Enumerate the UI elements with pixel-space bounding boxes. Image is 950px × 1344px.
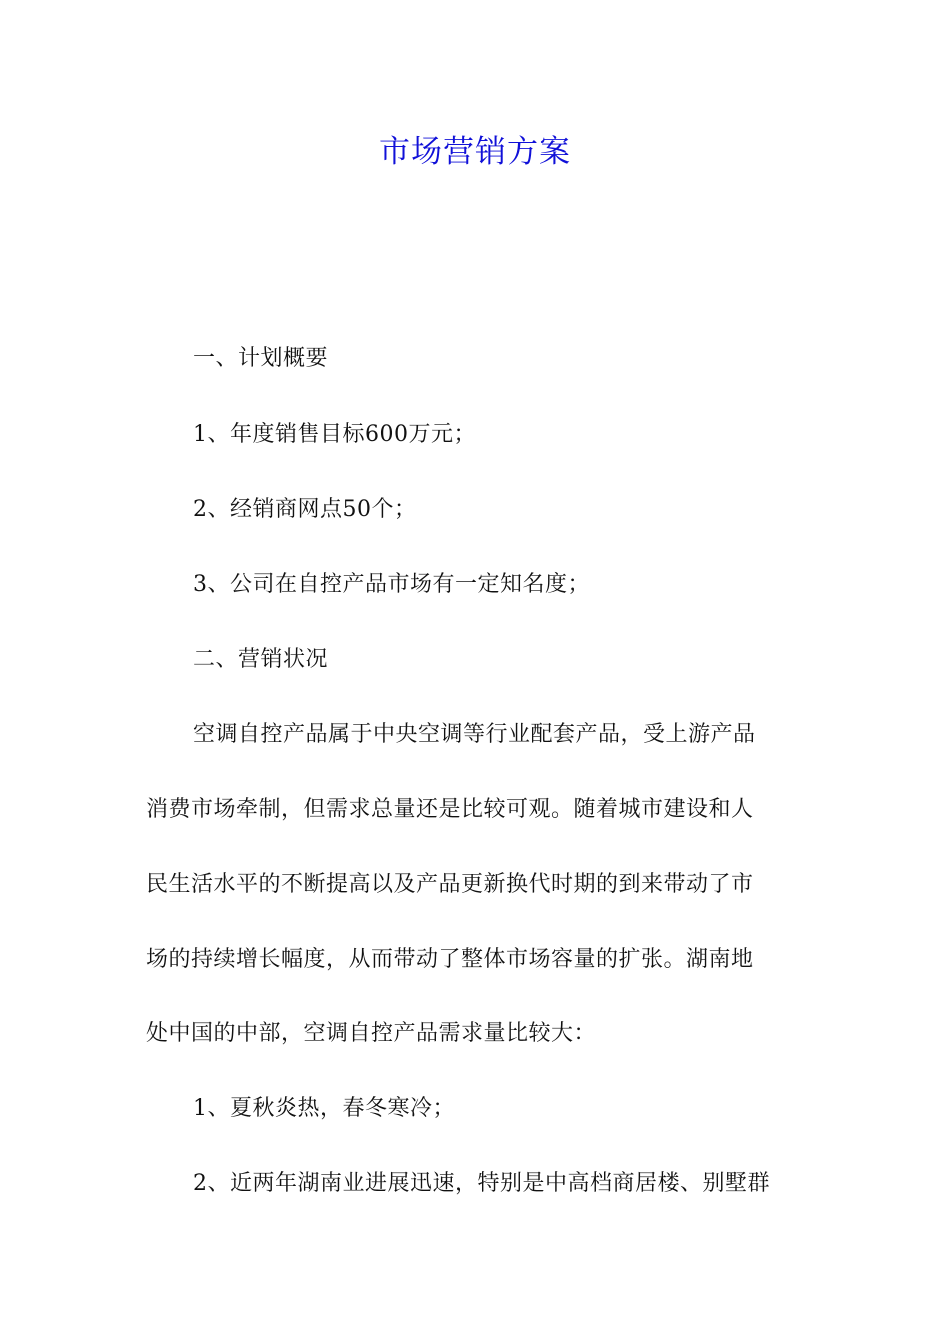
section-heading-plan-overview: 一、计划概要: [193, 346, 329, 371]
paragraph-line: 消费市场牵制，但需求总量还是比较可观。随着城市建设和人: [146, 797, 754, 822]
list-item: 1、年度销售目标600万元；: [193, 422, 476, 447]
paragraph-line: 民生活水平的不断提高以及产品更新换代时期的到来带动了市: [146, 872, 754, 897]
paragraph-line: 场的持续增长幅度，从而带动了整体市场容量的扩张。湖南地: [146, 947, 754, 972]
document-title: 市场营销方案: [379, 134, 571, 170]
list-item: 3、公司在自控产品市场有一定知名度；: [193, 572, 590, 597]
paragraph-line: 处中国的中部，空调自控产品需求量比较大：: [146, 1021, 597, 1046]
list-item: 2、近两年湖南业进展迅速，特别是中高档商居楼、别墅群: [193, 1171, 770, 1196]
list-item: 2、经销商网点50个；: [193, 497, 417, 522]
section-heading-marketing-status: 二、营销状况: [193, 647, 329, 672]
list-item: 1、夏秋炎热，春冬寒冷；: [193, 1096, 455, 1121]
paragraph-line: 空调自控产品属于中央空调等行业配套产品，受上游产品: [193, 722, 756, 747]
